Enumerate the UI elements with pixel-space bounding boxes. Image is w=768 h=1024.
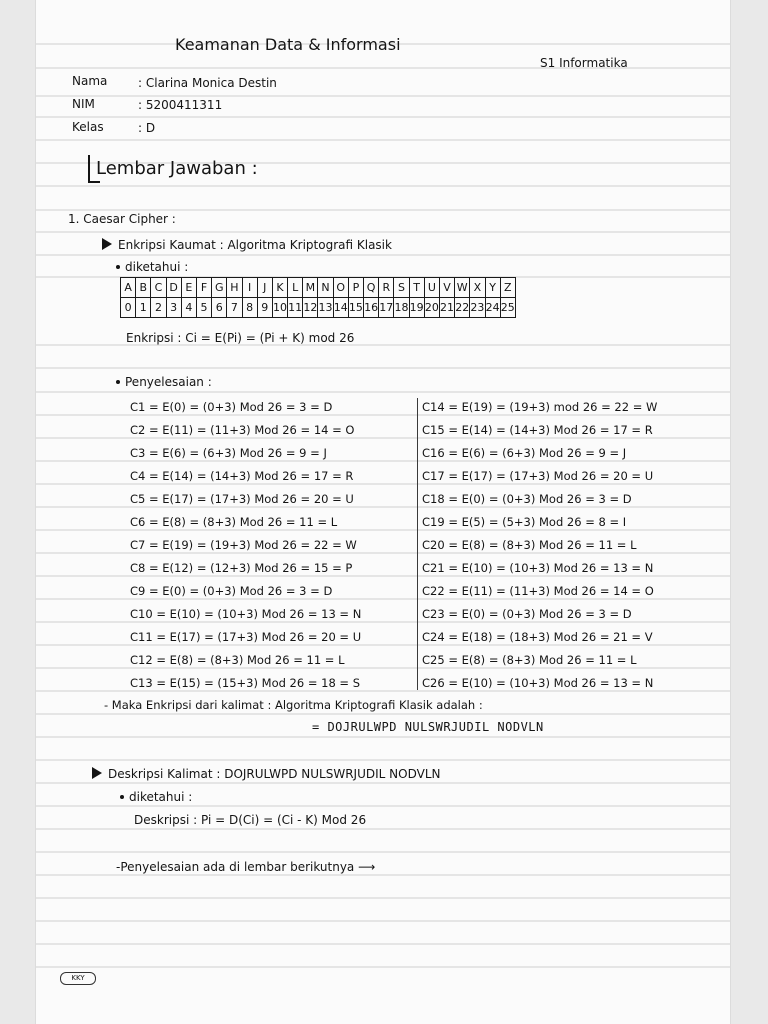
dot-bullet-icon xyxy=(116,265,120,269)
equation-right: C19 = E(5) = (5+3) Mod 26 = 8 = I xyxy=(422,515,627,529)
letter-cell: D xyxy=(166,278,181,298)
number-cell: 2 xyxy=(151,298,166,318)
letter-cell: Q xyxy=(364,278,379,298)
ciphertext-result: = DOJRULWPD NULSWRJUDIL NODVLN xyxy=(312,720,544,734)
encryption-formula: Enkripsi : Ci = E(Pi) = (Pi + K) mod 26 xyxy=(126,331,355,345)
number-cell: 5 xyxy=(196,298,211,318)
number-cell: 10 xyxy=(272,298,287,318)
nama-value: : Clarina Monica Destin xyxy=(138,76,277,90)
letter-cell: J xyxy=(257,278,272,298)
number-cell: 18 xyxy=(394,298,409,318)
equation-left: C8 = E(12) = (12+3) Mod 26 = 15 = P xyxy=(130,561,353,575)
number-cell: 19 xyxy=(409,298,424,318)
sheet-heading: Lembar Jawaban : xyxy=(96,158,258,179)
letter-cell: O xyxy=(333,278,348,298)
number-cell: 4 xyxy=(181,298,196,318)
number-cell: 25 xyxy=(500,298,515,318)
equation-left: C6 = E(8) = (8+3) Mod 26 = 11 = L xyxy=(130,515,338,529)
number-cell: 7 xyxy=(227,298,242,318)
letters-row xyxy=(121,278,516,298)
number-cell: 20 xyxy=(424,298,439,318)
decrypt-heading xyxy=(92,767,440,781)
equation-right: C26 = E(10) = (10+3) Mod 26 = 13 = N xyxy=(422,676,654,690)
letter-cell: Z xyxy=(500,278,515,298)
equation-left: C1 = E(0) = (0+3) Mod 26 = 3 = D xyxy=(130,400,333,414)
letter-cell: H xyxy=(227,278,242,298)
number-cell: 13 xyxy=(318,298,333,318)
equation-left: C3 = E(6) = (6+3) Mod 26 = 9 = J xyxy=(130,446,327,460)
kelas-value: : D xyxy=(138,121,156,135)
known-label-text: diketahui : xyxy=(125,260,189,274)
number-cell: 1 xyxy=(136,298,151,318)
known-label xyxy=(116,260,188,274)
section-title: 1. Caesar Cipher : xyxy=(68,212,176,226)
equation-right: C16 = E(6) = (6+3) Mod 26 = 9 = J xyxy=(422,446,627,460)
equation-left: C11 = E(17) = (17+3) Mod 26 = 20 = U xyxy=(130,630,362,644)
equation-right: C22 = E(11) = (11+3) Mod 26 = 14 = O xyxy=(422,584,654,598)
letter-cell: E xyxy=(181,278,196,298)
encrypt-heading xyxy=(102,238,392,252)
nama-label: Nama xyxy=(72,74,108,88)
decrypt-heading-text: Deskripsi Kalimat : DOJRULWPD NULSWRJUDIL NODVLN xyxy=(108,767,441,781)
equation-right: C18 = E(0) = (0+3) Mod 26 = 3 = D xyxy=(422,492,632,506)
number-cell: 12 xyxy=(303,298,318,318)
number-cell: 11 xyxy=(288,298,303,318)
number-cell: 6 xyxy=(212,298,227,318)
equation-left: C2 = E(11) = (11+3) Mod 26 = 14 = O xyxy=(130,423,355,437)
dot-bullet-icon xyxy=(116,380,120,384)
number-cell: 24 xyxy=(485,298,500,318)
equation-right: C25 = E(8) = (8+3) Mod 26 = 11 = L xyxy=(422,653,637,667)
letter-cell: X xyxy=(470,278,485,298)
number-cell: 17 xyxy=(379,298,394,318)
solution-label xyxy=(116,375,212,389)
dot-bullet-icon xyxy=(120,795,124,799)
number-cell: 14 xyxy=(333,298,348,318)
conclusion-text: - Maka Enkripsi dari kalimat : Algoritma Kriptografi Klasik adalah : xyxy=(104,698,483,712)
number-cell: 0 xyxy=(121,298,136,318)
equation-right: C24 = E(18) = (18+3) Mod 26 = 21 = V xyxy=(422,630,653,644)
letter-cell: C xyxy=(151,278,166,298)
equation-left: C13 = E(15) = (15+3) Mod 26 = 18 = S xyxy=(130,676,361,690)
letter-cell: G xyxy=(212,278,227,298)
equation-left: C9 = E(0) = (0+3) Mod 26 = 3 = D xyxy=(130,584,333,598)
decryption-formula: Deskripsi : Pi = D(Ci) = (Ci - K) Mod 26 xyxy=(134,813,367,827)
encrypt-heading-text: Enkripsi Kaumat : Algoritma Kriptografi Klasik xyxy=(118,238,392,252)
equation-left: C4 = E(14) = (14+3) Mod 26 = 17 = R xyxy=(130,469,354,483)
alphabet-table xyxy=(120,277,516,318)
number-cell: 3 xyxy=(166,298,181,318)
letter-cell: P xyxy=(348,278,363,298)
letter-cell: L xyxy=(288,278,303,298)
letter-cell: S xyxy=(394,278,409,298)
letter-cell: U xyxy=(424,278,439,298)
nim-value: : 5200411311 xyxy=(138,98,223,112)
equation-left: C5 = E(17) = (17+3) Mod 26 = 20 = U xyxy=(130,492,354,506)
number-cell: 15 xyxy=(348,298,363,318)
continued-note xyxy=(116,860,375,874)
program-label: S1 Informatika xyxy=(540,56,628,70)
equation-left: C12 = E(8) = (8+3) Mod 26 = 11 = L xyxy=(130,653,345,667)
equation-right: C23 = E(0) = (0+3) Mod 26 = 3 = D xyxy=(422,607,632,621)
numbers-row xyxy=(121,298,516,318)
continued-note-text: -Penyelesaian ada di lembar berikutnya xyxy=(116,860,355,874)
decrypt-known-label xyxy=(120,790,192,804)
brand-badge: KKY xyxy=(60,972,96,985)
number-cell: 8 xyxy=(242,298,257,318)
kelas-label: Kelas xyxy=(72,120,104,134)
letter-cell: Y xyxy=(485,278,500,298)
equation-right: C15 = E(14) = (14+3) Mod 26 = 17 = R xyxy=(422,423,653,437)
letter-cell: T xyxy=(409,278,424,298)
nim-label: NIM xyxy=(72,97,95,111)
document-title: Keamanan Data & Informasi xyxy=(175,35,401,54)
arrow-bullet-icon xyxy=(92,767,102,779)
letter-cell: R xyxy=(379,278,394,298)
letter-cell: K xyxy=(272,278,287,298)
letter-cell: V xyxy=(439,278,454,298)
number-cell: 23 xyxy=(470,298,485,318)
number-cell: 22 xyxy=(455,298,470,318)
number-cell: 9 xyxy=(257,298,272,318)
letter-cell: I xyxy=(242,278,257,298)
letter-cell: N xyxy=(318,278,333,298)
equation-right: C21 = E(10) = (10+3) Mod 26 = 13 = N xyxy=(422,561,654,575)
decrypt-known-text: diketahui : xyxy=(129,790,193,804)
letter-cell: F xyxy=(196,278,211,298)
letter-cell: M xyxy=(303,278,318,298)
letter-cell: W xyxy=(455,278,470,298)
equation-right: C17 = E(17) = (17+3) Mod 26 = 20 = U xyxy=(422,469,654,483)
arrow-right-icon: ⟶ xyxy=(358,860,376,874)
equation-left: C10 = E(10) = (10+3) Mod 26 = 13 = N xyxy=(130,607,362,621)
equation-right: C14 = E(19) = (19+3) mod 26 = 22 = W xyxy=(422,400,658,414)
letter-cell: B xyxy=(136,278,151,298)
equation-left: C7 = E(19) = (19+3) Mod 26 = 22 = W xyxy=(130,538,357,552)
number-cell: 16 xyxy=(364,298,379,318)
solution-label-text: Penyelesaian : xyxy=(125,375,212,389)
letter-cell: A xyxy=(121,278,136,298)
number-cell: 21 xyxy=(439,298,454,318)
arrow-bullet-icon xyxy=(102,238,112,250)
equation-right: C20 = E(8) = (8+3) Mod 26 = 11 = L xyxy=(422,538,637,552)
column-divider xyxy=(417,398,418,690)
